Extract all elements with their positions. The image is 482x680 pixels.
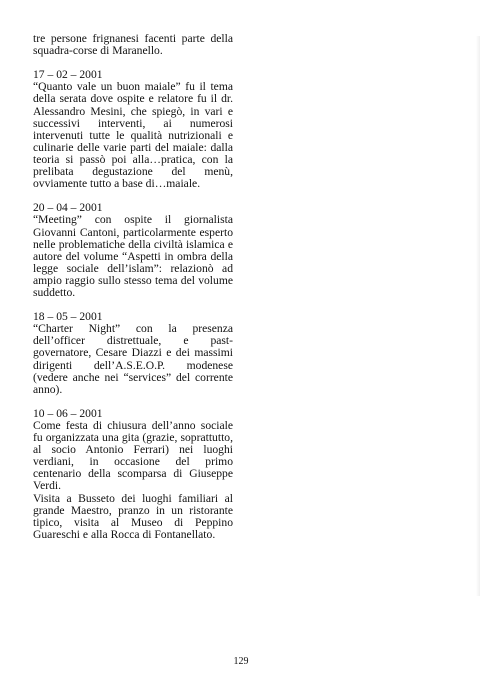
event-date: 20 – 04 – 2001 bbox=[33, 201, 103, 215]
event-date: 18 – 05 – 2001 bbox=[33, 310, 103, 324]
event-entry-3 bbox=[33, 311, 233, 396]
intro-paragraph: tre persone frignanesi facenti parte della squadra-corse di Maranello. bbox=[33, 32, 233, 58]
event-date: 17 – 02 – 2001 bbox=[33, 68, 103, 82]
event-entry-1 bbox=[33, 69, 233, 190]
event-entry-4 bbox=[33, 408, 233, 541]
page-number: 129 bbox=[233, 656, 249, 667]
event-description: Come festa di chiusura dell’anno sociale fu organizzata una gita (grazie, soprattutto, al socio Antonio Ferrari) nei luoghi verdiani, in occasione del primo centenario della scomparsa di Giuseppe Verdi. Visita a Busseto dei luoghi familiari al grande Maestro, pranzo in un ristorante tipico, visita al Museo di Peppino Guareschi e alla Rocca di Fontanellato. bbox=[33, 419, 233, 541]
event-description: “Meeting” con ospite il giornalista Giovanni Cantoni, particolarmente esperto nelle problematiche della civiltà islamica e autore del volume “Aspetti in ombra della legge sociale dell’islam”: relazionò ad ampio raggio sullo stesso tema del volume suddetto. bbox=[33, 213, 233, 299]
event-description: “Quanto vale un buon maiale” fu il tema della serata dove ospite e relatore fu il dr. Alessandro Mesini, che spiegò, in vari e successivi interventi, ai numerosi intervenuti tutte le qualità nutrizionali e culinarie delle varie parti del maiale: dalla teoria si passò poi alla…pratica, con la prelibata degustazione del menù, ovviamente tutto a base di…maiale. bbox=[33, 80, 233, 191]
event-date: 10 – 06 – 2001 bbox=[33, 406, 103, 420]
event-description: “Charter Night” con la presenza dell’officer distrettuale, e past-governatore, Cesare Diazzi e dei massimi dirigenti dell’A.S.E.O.P. modenese (vedere anche nei “services” del corrente anno). bbox=[33, 322, 233, 396]
text-column bbox=[33, 33, 233, 541]
event-entry-2 bbox=[33, 202, 233, 299]
page-edge-shadow bbox=[476, 36, 480, 596]
